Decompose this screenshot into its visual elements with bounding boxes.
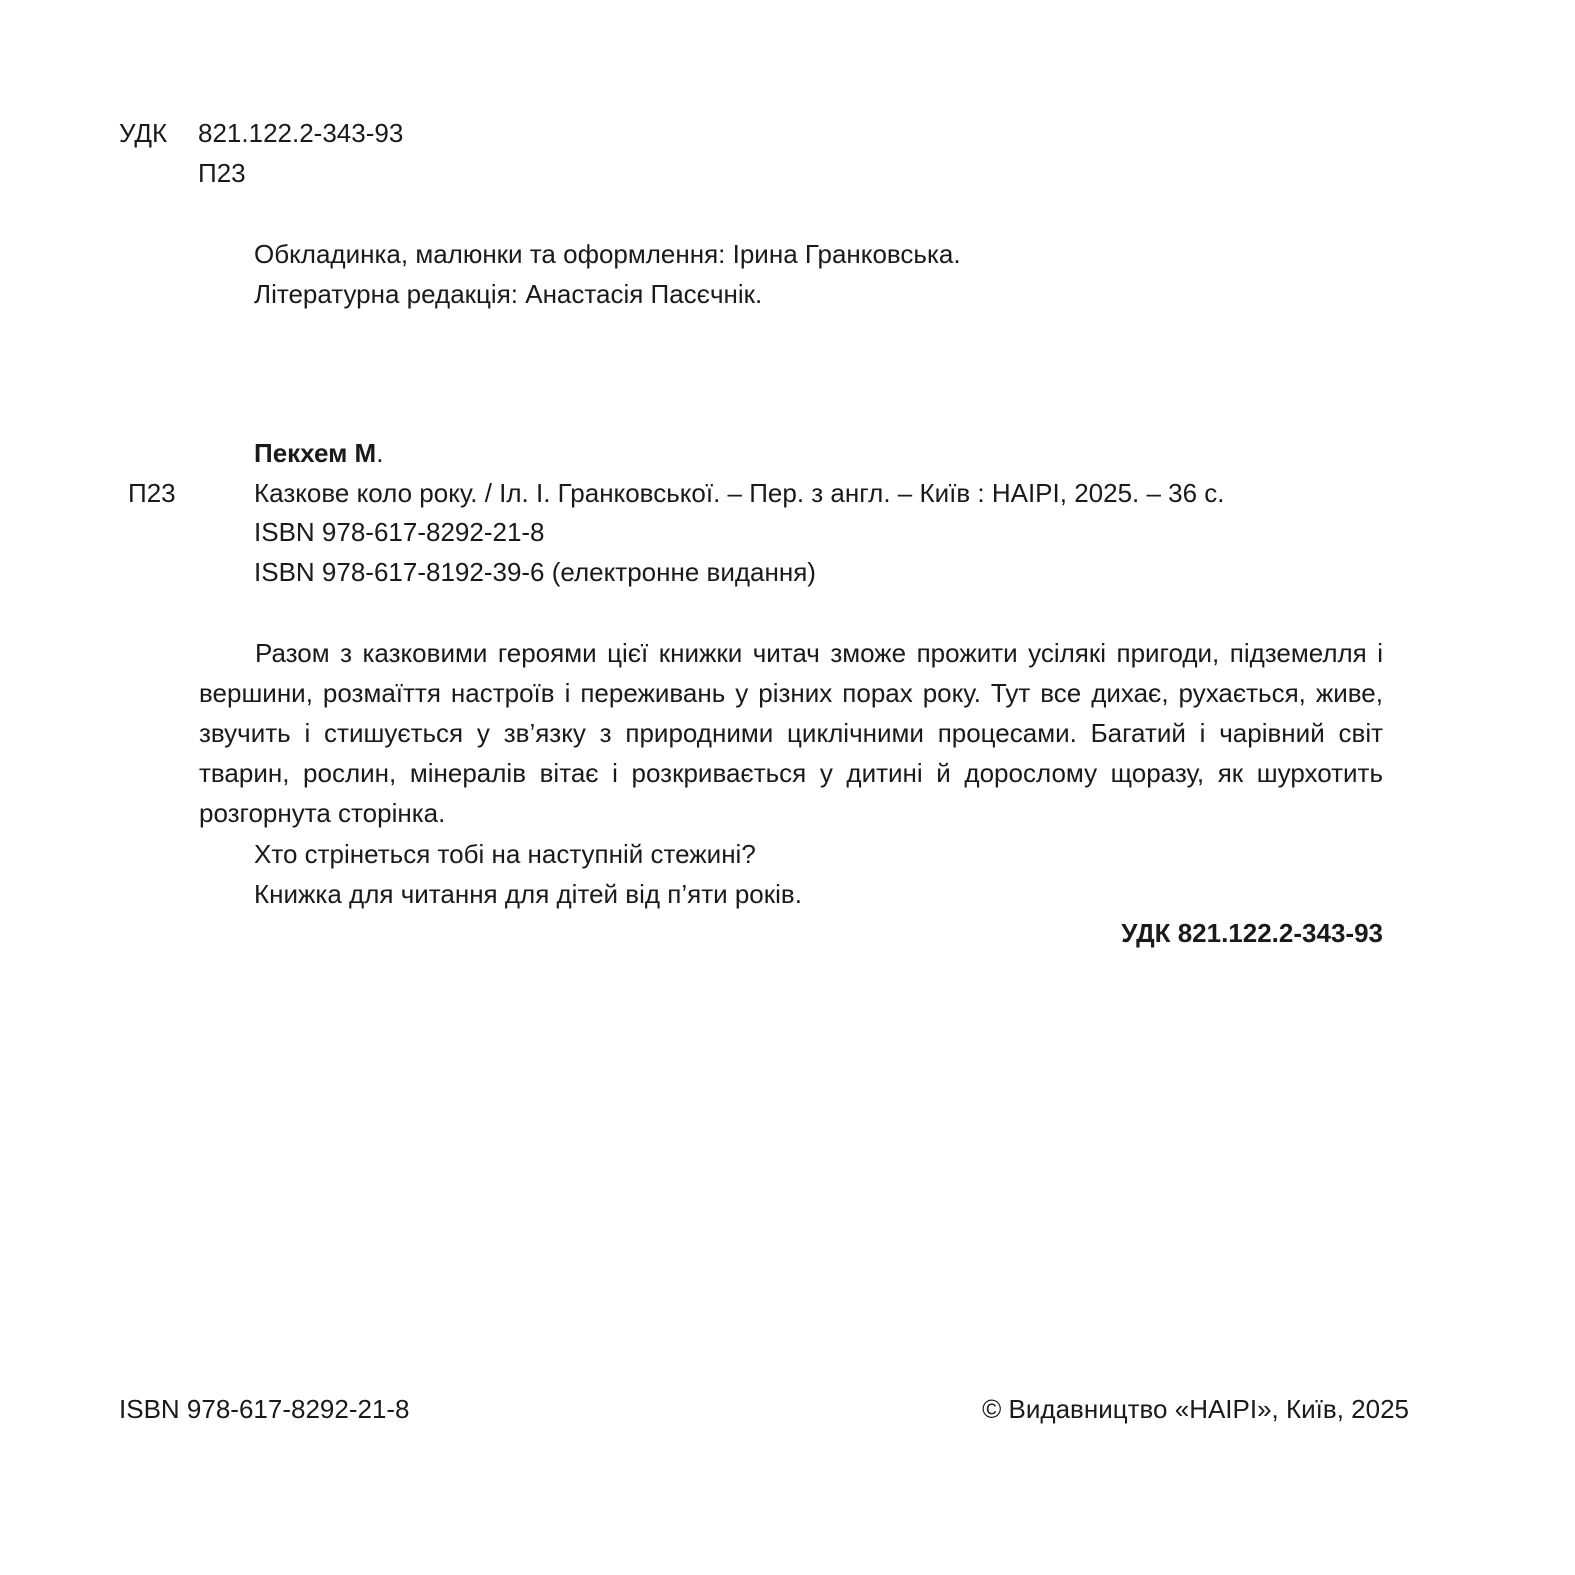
catalog-author-line — [254, 440, 383, 466]
udk-number: 821.122.2-343-93 — [198, 118, 404, 148]
credits-editor: Літературна редакція: Анастасія Пасєчнік. — [254, 279, 763, 309]
annotation-block — [199, 633, 1383, 833]
author-code: П23 — [198, 158, 246, 188]
footer-copyright: © Видавництво «НАІРІ», Київ, 2025 — [982, 1394, 1409, 1424]
annotation-audience: Книжка для читання для дітей від п’яти років. — [254, 879, 802, 909]
catalog-title-line: Казкове коло року. / Іл. І. Гранковської. – Пер. з англ. – Київ : НАІРІ, 2025. – 36 с. — [254, 478, 1225, 508]
credits-cover: Обкладинка, малюнки та оформлення: Ірина Гранковська. — [254, 239, 961, 269]
footer-isbn: ISBN 978-617-8292-21-8 — [119, 1394, 410, 1424]
udk-label: УДК — [119, 118, 168, 148]
catalog-author-dot: . — [376, 438, 384, 468]
catalog-author: Пекхем М — [254, 438, 377, 468]
catalog-isbn-print: ISBN 978-617-8292-21-8 — [254, 517, 545, 547]
annotation-udk-footer: УДК 821.122.2-343-93 — [1121, 918, 1383, 948]
catalog-isbn-electronic: ISBN 978-617-8192-39-6 (електронне видання) — [254, 557, 816, 587]
annotation-question: Хто стрінеться тобі на наступній стежині? — [254, 839, 756, 869]
catalog-code: П23 — [128, 478, 176, 508]
annotation-paragraph: Разом з казковими героями цієї книжки читач зможе прожити усілякі пригоди, підземелля і вершини, розмаїття настроїв і переживань у різних порах року. Тут все дихає, рухається, живе, звучить і стишується у зв’язку з природними циклічними процесами. Багатий і чарівний світ тварин, рослин, мінералів вітає і розкривається у дитині й дорослому щоразу, як шурхотить розгорнута сторінка. — [199, 638, 1383, 828]
